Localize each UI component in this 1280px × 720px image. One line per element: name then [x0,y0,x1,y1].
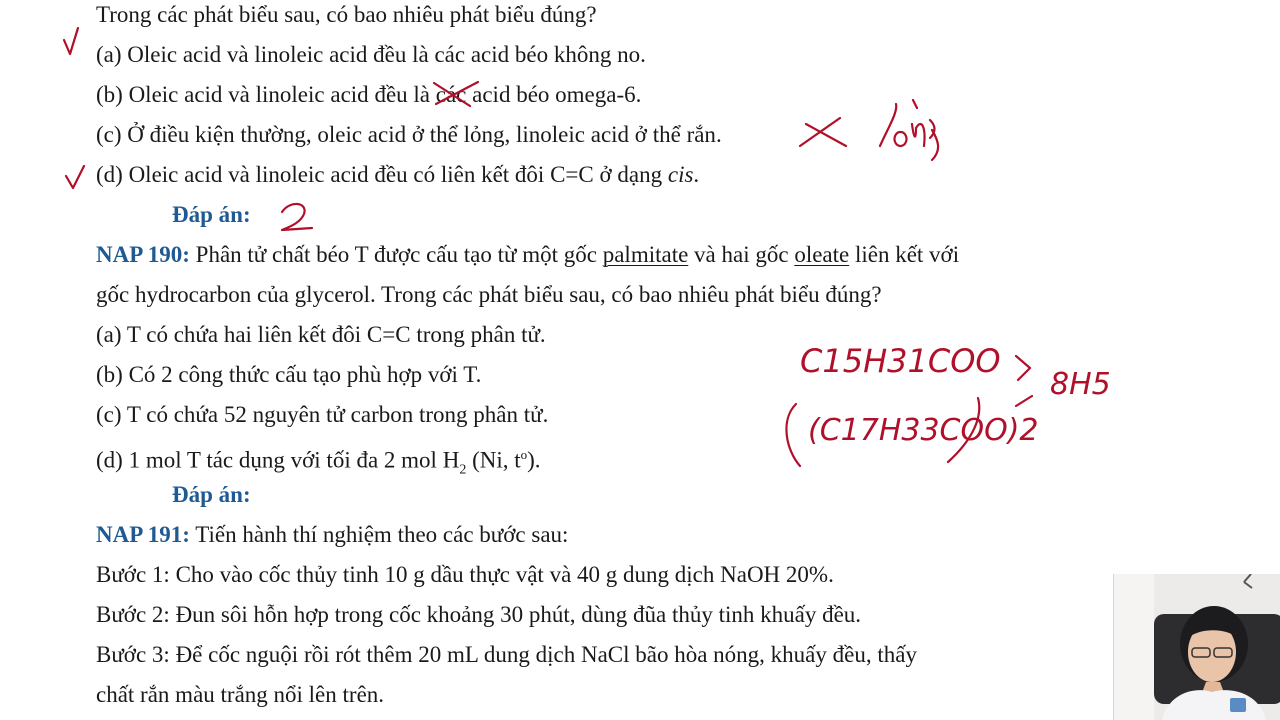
strike-through-mark [800,118,846,146]
q190-option-a: (a) T có chứa hai liên kết đôi C=C trong phân tử. [96,322,546,347]
q190-option-c: (c) T có chứa 52 nguyên tử carbon trong phân tử. [96,402,549,427]
q189-option-c-pre: (c) Ở điều kiện thường, oleic acid ở thể lỏng, linoleic acid ở thể [96,122,687,147]
checkmark-icon [66,166,84,188]
q189-question: Trong các phát biểu sau, có bao nhiêu phát biểu đúng? [96,2,597,27]
q190-stem-line1 [96,240,959,270]
q190-option-d-sub: 2 [459,462,467,478]
q191-step1: Bước 1: Cho vào cốc thủy tinh 10 g dầu thực vật và 40 g dung dịch NaOH 20%. [96,562,834,587]
q189-answer-label: Đáp án: [172,202,251,227]
handwritten-formula-1: C15H31COO [800,342,1001,380]
handwritten-formula-2: (C17H33COO)2 [808,413,1039,448]
q189-option-b-post: là các acid béo omega-6. [407,82,642,107]
q190-stem-1: Phân tử chất béo T được cấu tạo từ một gốc [189,242,603,267]
handwritten-answer-two [282,204,312,230]
arrow-mark [1016,356,1030,380]
q191-step3: Bước 3: Để cốc nguội rồi rót thêm 20 mL dung dịch NaCl bão hòa nóng, khuấy đều, thấy [96,642,917,667]
arrow-mark [1016,396,1032,406]
q191-stem-text: Tiến hành thí nghiệm theo các bước sau: [189,522,569,547]
q189-option-d-pre: (d) Oleic acid và linoleic acid đều có liên kết đôi C=C ở dạng [96,162,668,187]
q190-stem-2: và hai gốc [688,242,795,267]
bracket-mark [786,404,800,466]
checkmark-icon [64,28,78,54]
presenter-video [1114,574,1280,720]
q189-option-b-pre: (b) Oleic acid và linoleic acid [96,82,375,107]
webcam-overlay [1113,574,1280,720]
q191-number: NAP 191: [96,522,190,547]
q189-option-a: (a) Oleic acid và linoleic acid đều là các acid béo không no. [96,42,646,67]
q189-option-c-post: . [715,122,722,147]
q190-option-d-mid: (Ni, t [466,447,521,473]
q189-option-b-struck: đều [374,82,408,107]
q190-oleate: oleate [794,242,850,267]
q189-option-c-struck: rắn [686,122,716,147]
q189-option-d-italic: cis [667,162,694,187]
q190-option-d-sup: o [520,447,528,462]
q189-option-d-post: . [693,162,700,187]
q190-option-b: (b) Có 2 công thức cấu tạo phù hợp với T. [96,362,482,387]
q191-stem [96,520,568,550]
q190-stem-line2: gốc hydrocarbon của glycerol. Trong các phát biểu sau, có bao nhiêu phát biểu đúng? [96,282,882,307]
q191-step2: Bước 2: Đun sôi hỗn hợp trong cốc khoảng 30 phút, dùng đũa thủy tinh khuấy đều. [96,602,862,627]
q189-option-d [96,160,699,190]
handwritten-note-long [880,100,938,160]
q190-number: NAP 190: [96,242,190,267]
q190-option-d-pre: (d) 1 mol T tác dụng với tối đa 2 mol H [96,447,460,473]
q190-answer-label: Đáp án: [172,482,251,507]
q190-option-d-post: ). [527,447,541,473]
q190-stem-3: liên kết với [849,242,960,267]
bracket-mark [948,398,979,462]
q189-option-c [96,120,722,150]
q190-option-d [96,440,541,485]
q190-palmitate: palmitate [602,242,689,267]
q189-option-b [96,80,641,110]
q191-step3-cont: chất rắn màu trắng nổi lên trên. [96,682,385,707]
handwritten-note-side: 8H5 [1050,367,1111,402]
